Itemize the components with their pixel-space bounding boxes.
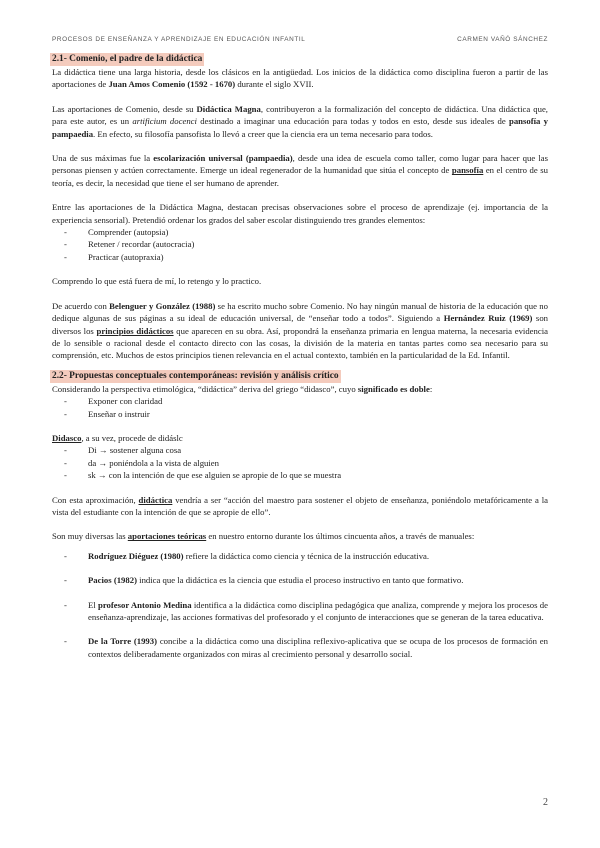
paragraph <box>52 530 548 542</box>
meaning-list <box>52 395 548 420</box>
text: Las aportaciones de Comenio, desde su <box>52 103 197 114</box>
bold-underlined-text: pansofía <box>451 165 484 176</box>
paragraph <box>52 494 548 519</box>
page-content <box>52 52 548 672</box>
page-number: 2 <box>543 797 548 808</box>
text: son diversos los <box>52 313 549 336</box>
text: se ha escrito mucho sobre Comenio. No hay ningún manual de historia de la educación que no dedique algunas de sus páginas a su ideal de educación universal, de “enseñar todo a todos”. Siguiendo a <box>52 300 548 324</box>
text: : <box>429 383 433 394</box>
paragraph <box>52 300 548 362</box>
bold-text: pansofía y pampaedia <box>52 116 548 139</box>
text: De acuerdo con <box>52 300 110 311</box>
bold-underlined-text: aportaciones teóricas <box>127 531 207 542</box>
text: indica que la didáctica es la ciencia que estudia el proceso instructivo en tanto que formativo. <box>136 575 464 586</box>
text: vendría a ser “acción del maestro para sostener el objeto de enseñanza, poniéndolo metafóricamente a la vista del estudiante con la intención de que se apropie de ello”. <box>52 494 548 517</box>
text: que aparecen en su obra. Así, propondrá la enseñanza primaria en lengua materna, la necesaria evidencia de lo sensible o racional desde el contacto directo con las cosas, la división de la materia en tantas partes como sea necesario para su comprensión, etc. Muchos de estos principios tienen relevancia en el actual contexto, también en la particularidad de la Ed. Infantil. <box>52 325 549 361</box>
bold-underlined-text: Didasco <box>52 432 82 443</box>
text: , a su vez, procede de didáslc <box>81 432 183 443</box>
text: en nuestro entorno durante los últimos cincuenta años, a través de manuales: <box>206 531 475 542</box>
text: Una de sus máximas fue la <box>52 153 154 164</box>
bold-text: Didáctica Magna <box>196 103 261 114</box>
bold-text: Hernández Ruiz (1969) <box>443 313 533 324</box>
paragraph <box>52 66 548 91</box>
list-item <box>52 574 548 586</box>
bold-text: significado es doble <box>357 383 430 394</box>
list-item: - sk → con la intención de que ese alguien se apropie de lo que se muestra <box>52 469 548 481</box>
text: Considerando la perspectiva etimológica, “didáctica” deriva del griego “didasco”, cuyo <box>52 383 358 394</box>
text: , desde una idea de escuela como taller, como lugar para hacer que las personas piensen y actúen correctamente. Emerge un ideal regenerador de la humanidad que sitúa el concepto de <box>52 153 548 176</box>
list-item: - Enseñar o instruir <box>52 408 548 420</box>
bold-text: Rodríguez Diéguez (1980) <box>88 550 184 561</box>
list-item: - Exponer con claridad <box>52 395 548 407</box>
bold-underlined-text: didáctica <box>138 494 173 505</box>
bold-text: escolarización universal (pampaedia) <box>153 153 293 164</box>
etymology-list <box>52 444 548 481</box>
list-item: - Di → sostener alguna cosa <box>52 444 548 456</box>
bold-text: Juan Amos Comenio (1592 - 1670) <box>108 79 236 90</box>
text: El <box>88 599 99 610</box>
italic-text: artificium docenci <box>132 116 197 127</box>
text: destinado a imaginar una educación para todas y todos en esto, desde sus ideales de <box>196 116 509 127</box>
paragraph: Entre las aportaciones de la Didáctica Magna, destacan precisas observaciones sobre el proceso de aprendizaje (ej. importancia de la experiencia sensorial). Pretendió ordenar los grados del saber escolar distinguiendo tres grandes elementos: <box>52 202 548 225</box>
text: en el centro de su teoría, es decir, la necesidad que tiene el ser humano de aprender. <box>52 165 548 188</box>
bold-text: De la Torre (1993) <box>88 636 158 647</box>
list-item: - Retener / recordar (autocracia) <box>52 238 548 250</box>
header-course-title: PROCESOS DE ENSEÑANZA Y APRENDIZAJE EN EDUCACIÓN INFANTIL <box>52 36 306 43</box>
header-author: CARMEN VAÑÓ SÁNCHEZ <box>457 36 548 43</box>
text: , contribuyeron a la formalización del concepto de didáctica. Una didáctica que, para este autor, es un <box>52 103 548 127</box>
text: Con esta aproximación, <box>52 494 139 505</box>
paragraph <box>52 103 548 140</box>
authors-list <box>52 550 548 660</box>
bold-text: Belenguer y González (1988) <box>109 300 216 311</box>
bold-underlined-text: principios didácticos <box>96 325 174 336</box>
section-title-propuestas: 2.2- Propuestas conceptuales contemporáneas: revisión y análisis crítico <box>52 370 339 381</box>
text: Son muy diversas las <box>52 531 128 542</box>
paragraph <box>52 383 548 395</box>
paragraph <box>52 432 548 444</box>
text: concibe a la didáctica como una disciplina reflexivo-aplicativa que se ocupa de los procesos de formación en contextos deliberadamente organizados con miras al crecimiento personal y desarrollo social. <box>88 636 548 659</box>
text: . En efecto, su filosofía pansofista lo llevó a creer que la ciencia era un tema necesario para todos. <box>93 128 433 139</box>
text: identifica a la didáctica como disciplina pedagógica que analiza, comprende y mejora los procesos de enseñanza-aprendizaje, las acciones formativas del profesorado y el conjunto de interacciones que se generan de la tarea educativa. <box>88 599 548 622</box>
paragraph <box>52 152 548 189</box>
bold-text: profesor Antonio Medina <box>98 599 192 610</box>
text: La didáctica tiene una larga historia, desde los clásicos en la antigüedad. Los inicios de la didáctica como disciplina fueron a partir de las aportaciones de <box>52 67 548 90</box>
paragraph: Comprendo lo que está fuera de mí, lo retengo y lo practico. <box>52 276 262 287</box>
text: durante el siglo XVII. <box>235 79 314 90</box>
list-item <box>52 599 548 624</box>
text: refiere la didáctica como ciencia y técnica de la instrucción educativa. <box>183 550 430 561</box>
list-item: - Practicar (autopraxia) <box>52 251 548 263</box>
bold-text: Pacios (1982) <box>88 575 137 586</box>
list-item: - Comprender (autopsia) <box>52 226 548 238</box>
section-title-comenio: 2.1- Comenio, el padre de la didáctica <box>52 54 203 64</box>
elements-list <box>52 226 548 263</box>
list-item: - da → poniéndola a la vista de alguien <box>52 457 548 469</box>
running-header <box>52 36 548 43</box>
list-item <box>52 635 548 660</box>
list-item <box>52 550 548 562</box>
